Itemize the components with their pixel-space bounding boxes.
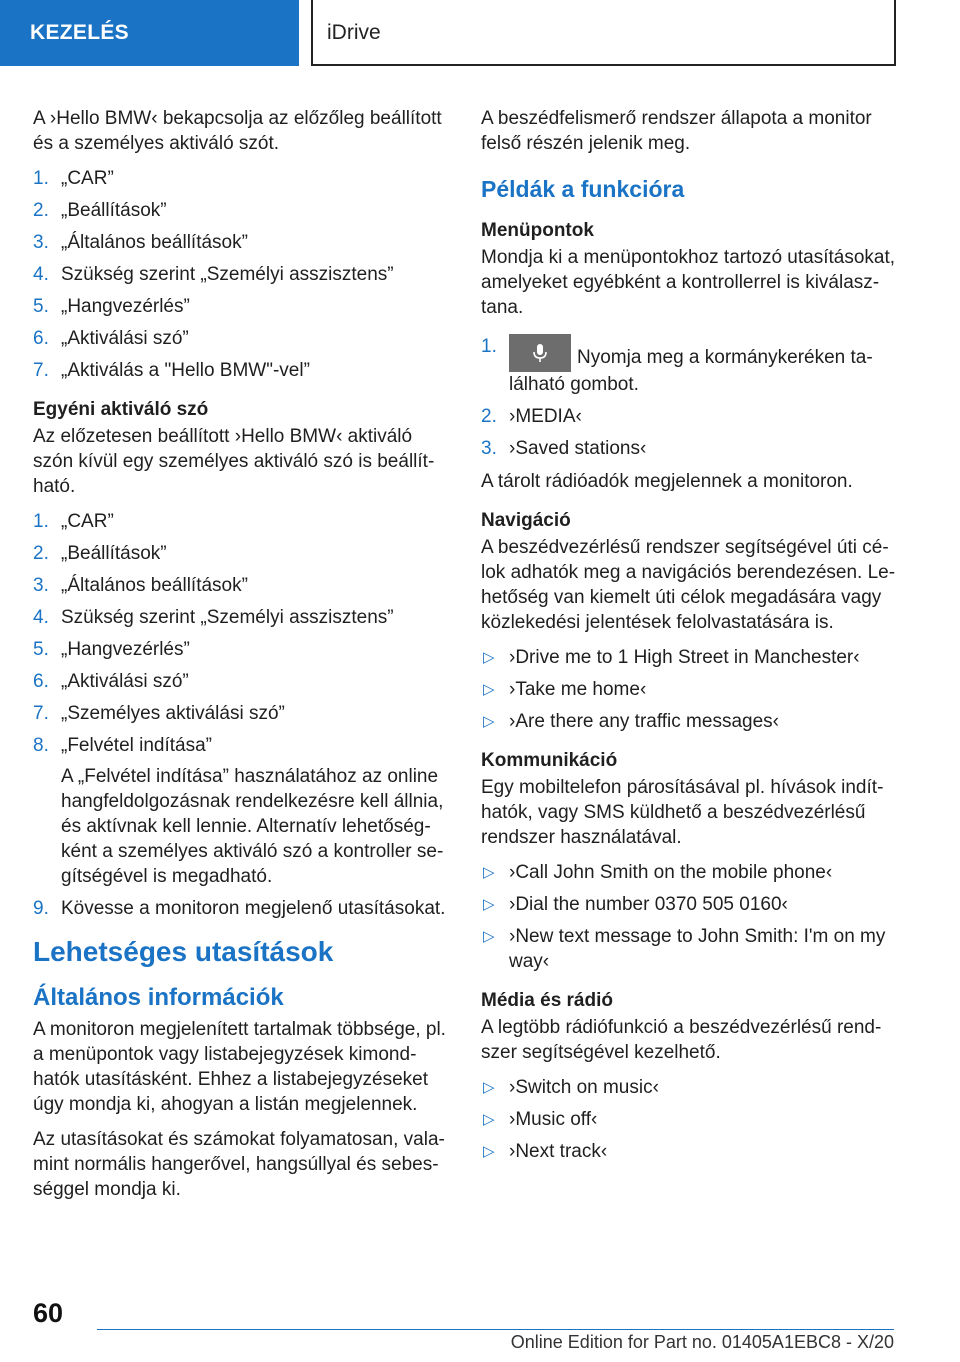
list-item: 2. „Beállítások”: [33, 200, 167, 221]
list-item: 3. „Általános beállítások”: [33, 232, 248, 253]
right-column: [481, 106, 901, 1172]
general-info-paragraph: A monitoron megjelenített tartalmak többsége, pl. a menüpontok vagy listabejegyzések kimondhatók utasításként. Ehhez a listabejegyzéseket úgy mondja ki, ahogyan a listán megjelennek.: [33, 1019, 446, 1115]
speech-tips-paragraph: Az utasításokat és számokat folyamatosan, valamint normális hangerővel, hangsúllyal és sebességgel mondja ki.: [33, 1129, 445, 1200]
list-item: 7. „Személyes aktiválási szó”: [33, 703, 285, 724]
chapter-tab: iDrive: [311, 0, 896, 66]
communication-paragraph: Egy mobiltelefon párosításával pl. hívások indíthatók, vagy SMS küldhető a beszédvezérlésű rendszer használatával.: [481, 777, 884, 848]
heading-general-info: Általános információk: [33, 984, 284, 1011]
menu-steps-list: [481, 334, 901, 461]
triangle-bullet-icon: ▷: [483, 681, 495, 698]
list-item: 3. „Általános beállítások”: [33, 575, 248, 596]
triangle-bullet-icon: ▷: [483, 1143, 495, 1160]
triangle-bullet-icon: ▷: [483, 1079, 495, 1096]
list-item: ▷ ›Next track‹: [483, 1141, 608, 1162]
footer-edition: Online Edition for Part no. 01405A1EBC8 - X/20: [510, 1332, 894, 1352]
recording-note: A „Felvétel indítása” használatához az online hangfeldolgozásnak rendelkezésre kell állnia, és aktívnak kell lennie. Alternatív lehetőségként a személyes aktiváló szó a kontroller segítségével is megadható.: [61, 766, 444, 887]
communication-examples-list: [481, 860, 901, 974]
list-item: ▷ ›Music off‹: [483, 1109, 598, 1130]
voice-control-button: [509, 334, 571, 372]
custom-wake-word-paragraph: Az előzetesen beállított ›Hello BMW‹ aktiváló szón kívül egy személyes aktiváló szó is beállítható.: [33, 426, 435, 497]
list-item: 2. ›MEDIA‹: [481, 406, 582, 427]
list-item: 2. „Beállítások”: [33, 543, 167, 564]
list-item: 6. „Aktiválási szó”: [33, 328, 189, 349]
list-item: 5. „Hangvezérlés”: [33, 296, 190, 317]
triangle-bullet-icon: ▷: [483, 896, 495, 913]
activation-steps-list: [33, 166, 448, 383]
list-item: ▷ ›Drive me to 1 High Street in Manchester‹: [483, 647, 860, 668]
triangle-bullet-icon: ▷: [483, 1111, 495, 1128]
menu-items-paragraph: Mondja ki a menüpontokhoz tartozó utasításokat, amelyeket egyébként a kontrollerrel is kiválasztana.: [481, 247, 896, 318]
navigation-examples-list: [481, 645, 901, 734]
list-item: 9. Kövesse a monitoron megjelenő utasításokat.: [33, 898, 446, 919]
media-paragraph: A legtöbb rádiófunkció a beszédvezérlésű rendszer segítségével kezelhető.: [481, 1017, 882, 1063]
list-item: ▷ ›New text message to John Smith: I'm on my way‹: [483, 926, 886, 972]
subheading-communication: Kommunikáció: [481, 750, 618, 771]
triangle-bullet-icon: ▷: [483, 864, 495, 881]
heading-examples: Példák a funkcióra: [481, 176, 685, 202]
section-tab: KEZELÉS: [0, 0, 299, 66]
list-item: 6. „Aktiválási szó”: [33, 671, 189, 692]
triangle-bullet-icon: ▷: [483, 928, 495, 945]
list-item: ▷ ›Take me home‹: [483, 679, 647, 700]
subheading-custom-wake-word: Egyéni aktiváló szó: [33, 399, 209, 420]
list-item: ▷ ›Are there any traffic messages‹: [483, 711, 779, 732]
list-item: ▷ ›Dial the number 0370 505 0160‹: [483, 894, 788, 915]
list-item: 5. „Hangvezérlés”: [33, 639, 190, 660]
list-item: 4. Szükség szerint „Személyi asszisztens”: [33, 264, 394, 285]
subheading-menu-items: Menüpontok: [481, 220, 594, 241]
left-column: [33, 106, 448, 1212]
list-item: 1. „CAR”: [33, 511, 114, 532]
menu-result-paragraph: A tárolt rádióadók megjelennek a monitoron.: [481, 471, 853, 492]
triangle-bullet-icon: ▷: [483, 713, 495, 730]
list-item: 4. Szükség szerint „Személyi asszisztens”: [33, 607, 394, 628]
navigation-paragraph: A beszédvezérlésű rendszer segítségével úti célok adhatók meg a navigációs berendezésen. Lehetőség van kiemelt úti célok megadására vagy közlekedési jelentések felolvastatására is.: [481, 537, 896, 633]
list-item: 1. „CAR”: [33, 168, 114, 189]
page-header: [0, 0, 960, 66]
intro-paragraph: A ›Hello BMW‹ bekapcsolja az előzőleg beállított és a személyes aktiváló szót.: [33, 108, 442, 154]
footer-divider: [97, 1329, 894, 1330]
list-item: 3. ›Saved stations‹: [481, 438, 647, 459]
list-item: 8. „Felvétel indítása” A „Felvétel indítása” használatához az online hangfeldolgozásnak rendelkezésre kell állnia, és aktívnak kell lennie. Alternatív lehetőségként a személyes aktiváló szó a kontroller segítségével is megadható.: [33, 733, 448, 889]
custom-wake-word-steps-list: [33, 509, 448, 921]
list-item: ▷ ›Call John Smith on the mobile phone‹: [483, 862, 833, 883]
list-item: 1. Nyomja meg a kormánykeréken található gombot.: [481, 336, 873, 395]
list-item: ▷ ›Switch on music‹: [483, 1077, 659, 1098]
subheading-navigation: Navigáció: [481, 510, 571, 531]
microphone-icon: [532, 343, 548, 363]
media-examples-list: [481, 1075, 901, 1164]
heading-possible-commands: Lehetséges utasítások: [33, 936, 334, 967]
status-paragraph: A beszédfelismerő rendszer állapota a monitor felső részén jelenik meg.: [481, 108, 872, 154]
subheading-media-radio: Média és rádió: [481, 990, 613, 1011]
list-item: 7. „Aktiválás a "Hello BMW"-vel”: [33, 360, 310, 381]
triangle-bullet-icon: ▷: [483, 649, 495, 666]
page-number: 60: [33, 1298, 64, 1328]
